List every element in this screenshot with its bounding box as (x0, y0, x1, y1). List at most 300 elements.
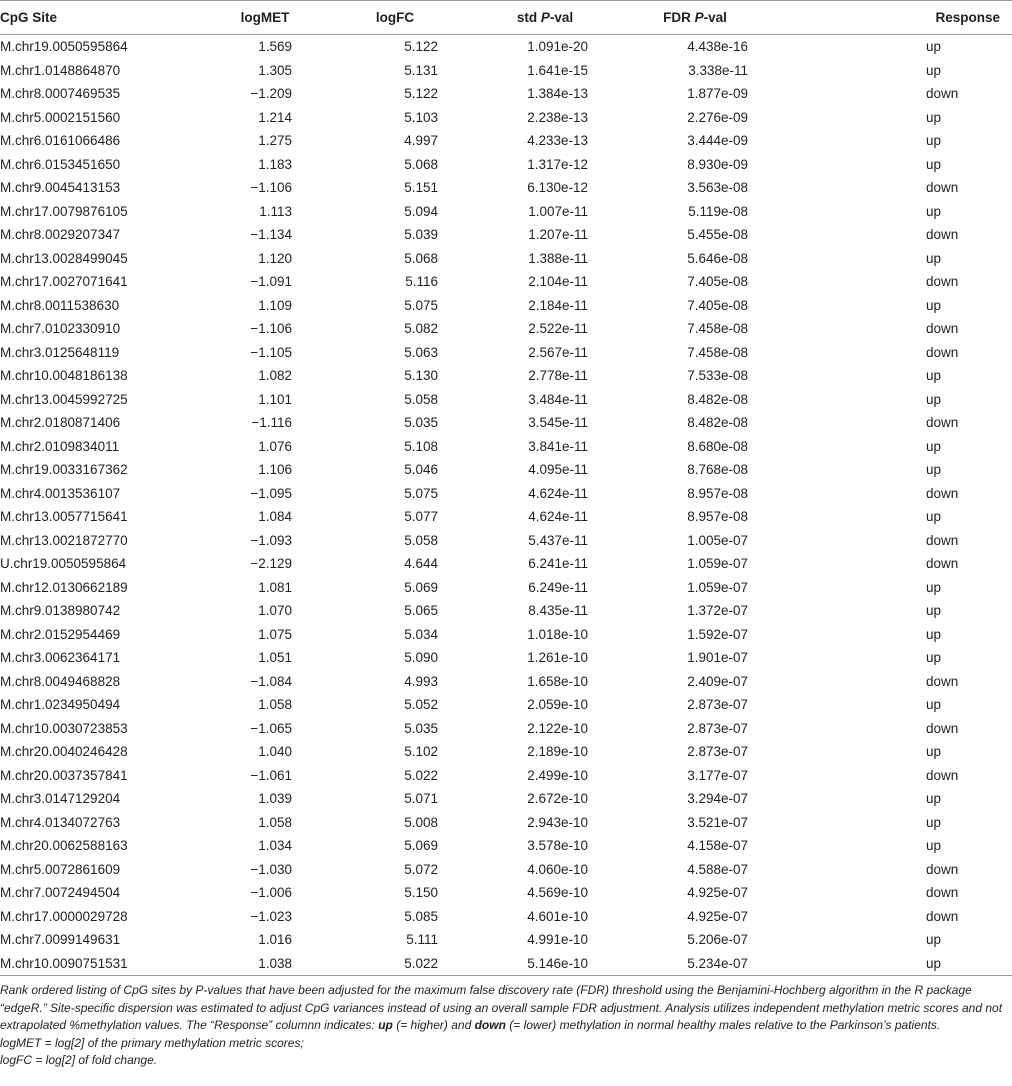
table-row (0, 317, 1012, 341)
cell-fdr-pval: 1.005e-07 (687, 532, 748, 548)
cell-logmet: −1.106 (250, 180, 292, 196)
cell-cpg-site: M.chr10.0030723853 (0, 720, 128, 736)
cell-logmet: −1.105 (250, 344, 292, 360)
cell-std-pval: 2.672e-10 (527, 791, 588, 807)
cell-cpg-site: M.chr20.0037357841 (0, 767, 128, 783)
cell-std-pval: 1.091e-20 (527, 39, 588, 55)
cell-cpg-site: M.chr13.0057715641 (0, 509, 128, 525)
cell-fdr-pval: 8.768e-08 (687, 462, 748, 478)
cell-cpg-site: M.chr2.0152954469 (0, 626, 121, 642)
cell-cpg-site: M.chr19.0033167362 (0, 462, 128, 478)
cell-std-pval: 1.207e-11 (528, 227, 588, 243)
cell-std-pval: 4.624e-11 (528, 485, 588, 501)
cell-response: down (926, 86, 959, 102)
cell-logfc: 5.108 (404, 438, 438, 454)
cell-response: down (926, 532, 959, 548)
header-logfc: logFC (310, 1, 450, 35)
table-body (0, 35, 1012, 976)
header-fdr-suffix: -val (703, 10, 727, 25)
cell-cpg-site: M.chr1.0234950494 (0, 697, 121, 713)
cell-response: down (926, 720, 959, 736)
cell-cpg-site: M.chr17.0000029728 (0, 908, 128, 924)
cell-cpg-site: M.chr8.0049468828 (0, 673, 121, 689)
cell-logfc: 5.072 (404, 861, 438, 877)
cell-response: down (926, 274, 959, 290)
cell-cpg-site: M.chr13.0028499045 (0, 250, 128, 266)
cell-logfc: 5.063 (404, 344, 438, 360)
cell-logmet: 1.038 (200, 952, 310, 976)
cell-logfc: 5.090 (404, 650, 438, 666)
cell-response: down (926, 673, 959, 689)
cell-response: down (926, 767, 959, 783)
cell-std-pval: 2.104e-11 (528, 274, 588, 290)
cell-std-pval: 4.095e-11 (528, 462, 588, 478)
cell-logfc: 5.022 (310, 952, 450, 976)
cell-cpg-site: M.chr20.0062588163 (0, 838, 128, 854)
cell-fdr-pval: 8.482e-08 (687, 391, 748, 407)
cell-logmet: 1.051 (258, 650, 292, 666)
cell-logfc: 5.022 (404, 767, 438, 783)
cell-logfc: 5.116 (405, 274, 438, 290)
cell-response: up (926, 697, 942, 713)
cell-cpg-site: M.chr9.0045413153 (0, 180, 121, 196)
cell-logmet: 1.016 (258, 932, 292, 948)
cell-logfc: 5.085 (404, 908, 438, 924)
cell-std-pval: 6.249e-11 (528, 579, 588, 595)
cell-std-pval: 1.261e-10 (527, 650, 588, 666)
cell-cpg-site: M.chr2.0180871406 (0, 415, 121, 431)
footnote-text-c: (= lower) methylation in normal healthy males relative to the Parkinson’s patients. (505, 1018, 941, 1032)
cell-cpg-site: M.chr13.0045992725 (0, 391, 128, 407)
cell-fdr-pval: 7.405e-08 (687, 297, 748, 313)
cell-response: down (926, 556, 959, 572)
cell-logmet: 1.058 (258, 814, 292, 830)
table-row (0, 364, 1012, 388)
cell-logmet: −1.065 (250, 720, 292, 736)
cell-logmet: 1.305 (258, 62, 292, 78)
table-row (0, 59, 1012, 83)
cell-fdr-pval: 8.680e-08 (687, 438, 748, 454)
header-fdr-prefix: FDR (663, 10, 695, 25)
cell-cpg-site: M.chr1.0148864870 (0, 62, 121, 78)
table-row (0, 811, 1012, 835)
cell-cpg-site: U.chr19.0050595864 (0, 556, 127, 572)
cell-std-pval: 3.545e-11 (528, 415, 588, 431)
cell-std-pval: 4.991e-10 (527, 932, 588, 948)
cell-logfc: 4.997 (404, 133, 438, 149)
cell-logmet: 1.058 (258, 697, 292, 713)
cell-logfc: 5.103 (404, 109, 438, 125)
cell-logfc: 5.058 (404, 532, 438, 548)
cell-response: up (926, 109, 942, 125)
cell-fdr-pval: 2.873e-07 (687, 744, 748, 760)
table-row (0, 129, 1012, 153)
cell-fdr-pval: 8.957e-08 (687, 485, 748, 501)
cell-cpg-site: M.chr17.0079876105 (0, 203, 128, 219)
cell-logfc: 5.082 (404, 321, 438, 337)
cell-std-pval: 4.624e-11 (528, 509, 588, 525)
cell-std-pval: 2.943e-10 (527, 814, 588, 830)
cell-std-pval: 6.241e-11 (528, 556, 588, 572)
cell-cpg-site: M.chr4.0134072763 (0, 814, 121, 830)
cell-fdr-pval: 7.405e-08 (687, 274, 748, 290)
cell-cpg-site: M.chr8.0011538630 (0, 297, 120, 313)
cell-std-pval: 5.146e-10 (450, 952, 600, 976)
cell-response: down (926, 227, 959, 243)
table-row (0, 599, 1012, 623)
cell-logfc: 5.122 (404, 86, 438, 102)
cell-cpg-site: M.chr10.0048186138 (0, 368, 128, 384)
table-row (0, 787, 1012, 811)
footnote-up-word: up (378, 1018, 393, 1032)
cell-std-pval: 4.601e-10 (527, 908, 588, 924)
cell-response: up (926, 462, 942, 478)
table-row (0, 646, 1012, 670)
table-row (0, 482, 1012, 506)
cell-response: up (926, 509, 942, 525)
cell-logmet: 1.040 (258, 744, 292, 760)
cell-logmet: 1.034 (258, 838, 292, 854)
cell-std-pval: 3.841e-11 (528, 438, 588, 454)
table-row (0, 294, 1012, 318)
cell-response: up (926, 391, 942, 407)
cell-logfc: 5.008 (404, 814, 438, 830)
cell-std-pval: 2.522e-11 (528, 321, 588, 337)
cell-logmet: −1.091 (250, 274, 292, 290)
cell-cpg-site: M.chr2.0109834011 (0, 438, 120, 454)
cell-fdr-pval: 1.372e-07 (687, 603, 748, 619)
cell-fdr-pval: 8.482e-08 (687, 415, 748, 431)
cell-fdr-pval: 1.059e-07 (687, 556, 748, 572)
cell-logfc: 5.071 (404, 791, 438, 807)
cell-logmet: −1.106 (250, 321, 292, 337)
cell-logfc: 5.131 (404, 62, 438, 78)
table-row (0, 905, 1012, 929)
cell-response: up (926, 203, 942, 219)
cell-response: down (926, 885, 959, 901)
header-response: Response (760, 1, 1012, 35)
cell-logmet: −1.006 (250, 885, 292, 901)
cell-response: down (926, 908, 959, 924)
cell-std-pval: 2.567e-11 (528, 344, 588, 360)
cell-logmet: −1.061 (250, 767, 292, 783)
cell-std-pval: 1.317e-12 (527, 156, 588, 172)
cell-response: down (926, 415, 959, 431)
cell-std-pval: 8.435e-11 (528, 603, 588, 619)
cell-fdr-pval: 3.521e-07 (687, 814, 748, 830)
cell-response: up (926, 603, 942, 619)
cell-std-pval: 5.437e-11 (528, 532, 588, 548)
cell-logfc: 5.039 (404, 227, 438, 243)
table-footnote (0, 982, 1012, 1070)
cell-logfc: 5.077 (404, 509, 438, 525)
cell-logmet: −1.134 (250, 227, 292, 243)
table-row (0, 881, 1012, 905)
cell-logfc: 5.065 (404, 603, 438, 619)
table-row (0, 411, 1012, 435)
cell-std-pval: 1.384e-13 (527, 86, 588, 102)
header-std-pval (450, 1, 600, 35)
cell-logfc: 5.122 (404, 39, 438, 55)
cell-fdr-pval: 8.930e-09 (687, 156, 748, 172)
cell-response: down (926, 861, 959, 877)
cell-fdr-pval: 1.877e-09 (687, 86, 748, 102)
cell-cpg-site: M.chr13.0021872770 (0, 532, 128, 548)
table-row (0, 858, 1012, 882)
cell-cpg-site: M.chr12.0130662189 (0, 579, 128, 595)
cell-logfc: 5.035 (404, 415, 438, 431)
footnote-logmet-definition: logMET = log[2] of the primary methylation metric scores; (0, 1035, 304, 1050)
table-row (0, 388, 1012, 412)
cell-logmet: 1.081 (258, 579, 292, 595)
cell-fdr-pval: 2.873e-07 (687, 697, 748, 713)
cell-response: up (926, 626, 942, 642)
cell-logmet: 1.569 (258, 39, 292, 55)
cell-fdr-pval: 7.458e-08 (687, 321, 748, 337)
footnote-text-a: Rank ordered listing of CpG sites by P-values that have been adjusted for the maximum false discovery rate (FDR) threshold using the Benjamini-Hochberg algorithm in the R package “edgeR.” Site-specific dispersion was estimated to adjust CpG variances instead of using an overall sample FDR adjustment. Analysis utilizes independent methylation metric scores and not extrapolated %methylation values. The “Response” columnn indicates: (0, 983, 1003, 1032)
cell-fdr-pval: 5.455e-08 (687, 227, 748, 243)
cell-logfc: 5.068 (404, 156, 438, 172)
table-row (0, 623, 1012, 647)
cell-logfc: 5.035 (404, 720, 438, 736)
cell-logmet: −2.129 (250, 556, 292, 572)
cell-logfc: 5.150 (404, 885, 438, 901)
cell-response: up (926, 297, 942, 313)
cell-response: up (926, 814, 942, 830)
cell-logfc: 5.075 (404, 485, 438, 501)
table-row (0, 82, 1012, 106)
cell-fdr-pval: 7.458e-08 (687, 344, 748, 360)
header-std-prefix: std (516, 10, 541, 25)
cell-cpg-site: M.chr19.0050595864 (0, 39, 128, 55)
cell-logfc: 4.993 (404, 673, 438, 689)
cell-std-pval: 4.233e-13 (527, 133, 588, 149)
cell-logmet: 1.070 (258, 603, 292, 619)
cell-std-pval: 2.499e-10 (527, 767, 588, 783)
table-row (0, 952, 1012, 976)
header-std-p: P (540, 10, 550, 25)
header-std-suffix: -val (549, 10, 574, 25)
cell-std-pval: 2.122e-10 (527, 720, 588, 736)
table-row (0, 693, 1012, 717)
cell-logmet: −1.095 (250, 485, 292, 501)
cell-cpg-site: M.chr20.0040246428 (0, 744, 128, 760)
cell-cpg-site: M.chr3.0125648119 (0, 344, 120, 360)
cell-cpg-site: M.chr17.0027071641 (0, 274, 128, 290)
table-row (0, 505, 1012, 529)
cell-response: up (926, 791, 942, 807)
cell-logmet: 1.275 (258, 133, 292, 149)
cell-response: up (926, 650, 942, 666)
cell-response: up (926, 156, 942, 172)
cell-response: up (926, 744, 942, 760)
cell-logmet: −1.030 (250, 861, 292, 877)
cell-fdr-pval: 2.276e-09 (687, 109, 748, 125)
cell-std-pval: 2.189e-10 (527, 744, 588, 760)
cell-cpg-site: M.chr6.0161066486 (0, 133, 121, 149)
table-row (0, 223, 1012, 247)
footnote-logfc-definition: logFC = log[2] of fold change. (0, 1053, 158, 1067)
cell-fdr-pval: 4.438e-16 (687, 39, 748, 55)
cell-logmet: 1.106 (258, 462, 292, 478)
cell-response: up (926, 838, 942, 854)
cell-logfc: 5.075 (404, 297, 438, 313)
cell-logmet: −1.084 (250, 673, 292, 689)
cell-logfc: 5.102 (404, 744, 438, 760)
cell-std-pval: 1.018e-10 (527, 626, 588, 642)
table-row (0, 458, 1012, 482)
cell-fdr-pval: 2.873e-07 (687, 720, 748, 736)
cell-response: up (760, 952, 1012, 976)
cell-fdr-pval: 3.177e-07 (687, 767, 748, 783)
cell-response: up (926, 368, 942, 384)
cell-response: down (926, 180, 959, 196)
cell-cpg-site: M.chr7.0072494504 (0, 885, 121, 901)
cell-fdr-pval: 4.925e-07 (687, 908, 748, 924)
cell-logfc: 5.130 (404, 368, 438, 384)
table-row (0, 200, 1012, 224)
cell-logmet: 1.075 (258, 626, 292, 642)
table-header-row (0, 1, 1012, 35)
cell-cpg-site: M.chr8.0007469535 (0, 86, 121, 102)
cell-std-pval: 1.658e-10 (527, 673, 588, 689)
cell-logmet: 1.084 (258, 509, 292, 525)
cell-fdr-pval: 5.234e-07 (600, 952, 760, 976)
table-row (0, 153, 1012, 177)
cell-response: up (926, 62, 942, 78)
cell-fdr-pval: 4.158e-07 (687, 838, 748, 854)
cell-logfc: 5.058 (404, 391, 438, 407)
cell-cpg-site: M.chr7.0099149631 (0, 932, 121, 948)
header-cpg-site: CpG Site (0, 1, 200, 35)
cell-std-pval: 2.238e-13 (527, 109, 588, 125)
table-row (0, 529, 1012, 553)
cell-fdr-pval: 3.444e-09 (687, 133, 748, 149)
cell-logfc: 5.046 (404, 462, 438, 478)
cell-logfc: 5.034 (404, 626, 438, 642)
cell-fdr-pval: 1.901e-07 (687, 650, 748, 666)
cell-fdr-pval: 5.119e-08 (688, 203, 748, 219)
cell-logfc: 5.068 (404, 250, 438, 266)
cell-cpg-site: M.chr8.0029207347 (0, 227, 121, 243)
cell-logfc: 5.069 (404, 579, 438, 595)
cell-response: up (926, 932, 942, 948)
cell-response: down (926, 485, 959, 501)
cell-fdr-pval: 5.646e-08 (687, 250, 748, 266)
cell-cpg-site: M.chr4.0013536107 (0, 485, 121, 501)
cell-fdr-pval: 5.206e-07 (687, 932, 748, 948)
table-row (0, 928, 1012, 952)
cell-cpg-site: M.chr10.0090751531 (0, 952, 200, 976)
cell-response: up (926, 579, 942, 595)
cell-cpg-site: M.chr3.0147129204 (0, 791, 121, 807)
cell-logmet: −1.093 (250, 532, 292, 548)
cell-cpg-site: M.chr5.0002151560 (0, 109, 121, 125)
cell-fdr-pval: 8.957e-08 (687, 509, 748, 525)
cell-response: down (926, 321, 959, 337)
cell-response: up (926, 250, 942, 266)
cell-std-pval: 1.641e-15 (527, 62, 588, 78)
cell-std-pval: 3.484e-11 (528, 391, 588, 407)
cell-logmet: 1.120 (258, 250, 292, 266)
table-row (0, 717, 1012, 741)
header-logmet: logMET (200, 1, 310, 35)
table-row (0, 834, 1012, 858)
cell-response: up (926, 133, 942, 149)
cell-logmet: 1.113 (259, 203, 292, 219)
cell-fdr-pval: 7.533e-08 (687, 368, 748, 384)
cell-cpg-site: M.chr9.0138980742 (0, 603, 121, 619)
cell-fdr-pval: 1.592e-07 (687, 626, 748, 642)
cell-logmet: 1.183 (258, 156, 292, 172)
table-row (0, 270, 1012, 294)
cell-std-pval: 2.059e-10 (527, 697, 588, 713)
footnote-paragraph (0, 982, 1012, 1035)
cell-logmet: 1.076 (258, 438, 292, 454)
table-row (0, 740, 1012, 764)
cell-fdr-pval: 3.294e-07 (687, 791, 748, 807)
table-row (0, 435, 1012, 459)
cell-std-pval: 3.578e-10 (527, 838, 588, 854)
cell-logmet: 1.082 (258, 368, 292, 384)
table-row (0, 176, 1012, 200)
cell-logmet: −1.023 (250, 908, 292, 924)
cell-response: down (926, 344, 959, 360)
cell-fdr-pval: 4.925e-07 (687, 885, 748, 901)
cell-cpg-site: M.chr5.0072861609 (0, 861, 121, 877)
cell-response: up (926, 39, 942, 55)
cell-fdr-pval: 3.338e-11 (688, 62, 748, 78)
cell-logmet: 1.214 (258, 109, 292, 125)
cell-std-pval: 4.060e-10 (527, 861, 588, 877)
table-row (0, 247, 1012, 271)
cell-logfc: 4.644 (404, 556, 438, 572)
cell-logmet: 1.039 (258, 791, 292, 807)
cell-logmet: −1.209 (250, 86, 292, 102)
cell-logfc: 5.094 (404, 203, 438, 219)
cell-fdr-pval: 4.588e-07 (687, 861, 748, 877)
table-row (0, 764, 1012, 788)
table-row (0, 552, 1012, 576)
table-row (0, 106, 1012, 130)
cell-fdr-pval: 3.563e-08 (687, 180, 748, 196)
cell-logfc: 5.151 (404, 180, 438, 196)
cell-logmet: 1.101 (258, 391, 292, 407)
header-fdr-p: P (694, 10, 704, 25)
table-row (0, 576, 1012, 600)
cell-std-pval: 2.778e-11 (528, 368, 588, 384)
cell-logmet: 1.109 (258, 297, 292, 313)
table-row (0, 341, 1012, 365)
cell-std-pval: 1.007e-11 (528, 203, 588, 219)
footnote-text-b: (= higher) and (392, 1018, 475, 1032)
cell-logfc: 5.069 (404, 838, 438, 854)
cell-std-pval: 6.130e-12 (527, 180, 588, 196)
cell-std-pval: 4.569e-10 (527, 885, 588, 901)
cell-cpg-site: M.chr7.0102330910 (0, 321, 121, 337)
table-row (0, 670, 1012, 694)
cell-response: up (926, 438, 942, 454)
cell-logmet: −1.116 (251, 415, 292, 431)
table-row (0, 35, 1012, 59)
cell-cpg-site: M.chr3.0062364171 (0, 650, 121, 666)
cell-cpg-site: M.chr6.0153451650 (0, 156, 121, 172)
cell-fdr-pval: 1.059e-07 (687, 579, 748, 595)
cell-fdr-pval: 2.409e-07 (687, 673, 748, 689)
cell-logfc: 5.111 (406, 932, 438, 948)
footnote-down-word: down (474, 1018, 506, 1032)
header-fdr-pval (600, 1, 760, 35)
